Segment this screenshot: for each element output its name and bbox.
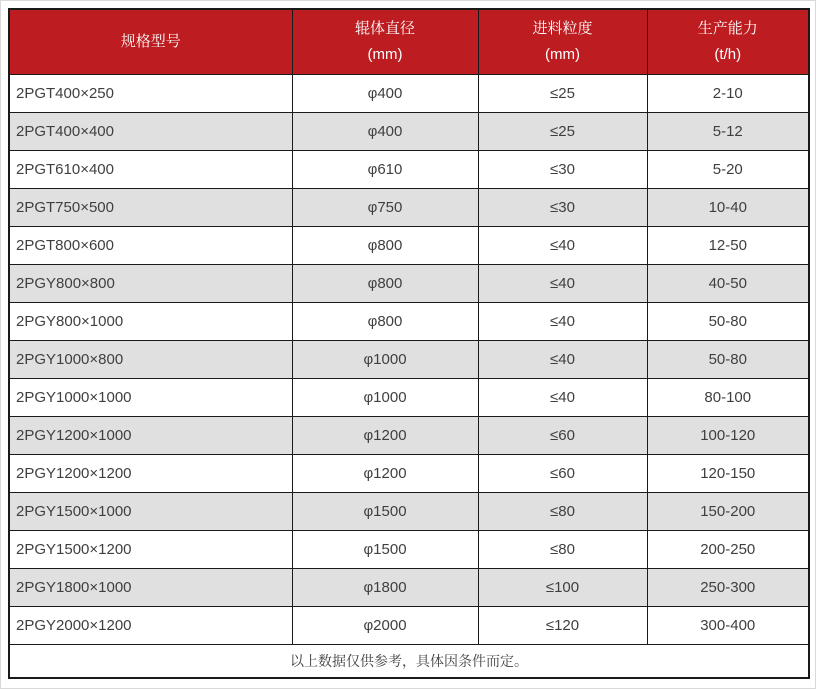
cell-feed-size: ≤60 — [478, 417, 647, 455]
cell-roller-diameter: φ1200 — [292, 417, 478, 455]
cell-feed-size: ≤25 — [478, 75, 647, 113]
cell-roller-diameter: φ400 — [292, 75, 478, 113]
cell-model: 2PGT400×400 — [9, 113, 292, 151]
cell-feed-size: ≤40 — [478, 379, 647, 417]
cell-roller-diameter: φ610 — [292, 151, 478, 189]
cell-roller-diameter: φ1500 — [292, 531, 478, 569]
cell-roller-diameter: φ1000 — [292, 379, 478, 417]
cell-feed-size: ≤80 — [478, 531, 647, 569]
cell-feed-size: ≤60 — [478, 455, 647, 493]
cell-roller-diameter: φ1200 — [292, 455, 478, 493]
cell-capacity: 80-100 — [647, 379, 809, 417]
table-row — [9, 75, 809, 113]
cell-model: 2PGY800×800 — [9, 265, 292, 303]
table-row — [9, 607, 809, 645]
cell-roller-diameter: φ750 — [292, 189, 478, 227]
cell-model: 2PGY800×1000 — [9, 303, 292, 341]
cell-roller-diameter: φ800 — [292, 265, 478, 303]
cell-feed-size: ≤30 — [478, 189, 647, 227]
header-cell-feed-size — [478, 9, 647, 75]
header-roller-diameter-unit: (mm) — [367, 46, 403, 63]
table-row — [9, 227, 809, 265]
cell-capacity: 5-20 — [647, 151, 809, 189]
cell-feed-size: ≤100 — [478, 569, 647, 607]
table-row — [9, 265, 809, 303]
cell-model: 2PGY1200×1000 — [9, 417, 292, 455]
cell-model: 2PGT750×500 — [9, 189, 292, 227]
header-capacity-label: 生产能力 — [697, 20, 758, 37]
cell-capacity: 120-150 — [647, 455, 809, 493]
table-footnote-row — [9, 645, 809, 679]
cell-feed-size: ≤25 — [478, 113, 647, 151]
cell-roller-diameter: φ1000 — [292, 341, 478, 379]
cell-feed-size: ≤40 — [478, 227, 647, 265]
cell-model: 2PGY1200×1200 — [9, 455, 292, 493]
table-footnote: 以上数据仅供参考，具体因条件而定。 — [9, 645, 809, 679]
cell-capacity: 12-50 — [647, 227, 809, 265]
table-body — [9, 75, 809, 645]
spec-table — [8, 8, 810, 679]
cell-feed-size: ≤40 — [478, 303, 647, 341]
cell-roller-diameter: φ1800 — [292, 569, 478, 607]
cell-model: 2PGY1500×1000 — [9, 493, 292, 531]
table-row — [9, 455, 809, 493]
cell-model: 2PGT800×600 — [9, 227, 292, 265]
cell-capacity: 10-40 — [647, 189, 809, 227]
cell-capacity: 200-250 — [647, 531, 809, 569]
table-row — [9, 417, 809, 455]
cell-model: 2PGT400×250 — [9, 75, 292, 113]
header-roller-diameter-label: 辊体直径 — [354, 20, 415, 37]
cell-model: 2PGY1500×1200 — [9, 531, 292, 569]
cell-capacity: 150-200 — [647, 493, 809, 531]
cell-feed-size: ≤40 — [478, 341, 647, 379]
table-footer — [9, 645, 809, 679]
cell-roller-diameter: φ2000 — [292, 607, 478, 645]
table-row — [9, 341, 809, 379]
cell-roller-diameter: φ1500 — [292, 493, 478, 531]
header-feed-size-unit: (mm) — [545, 46, 580, 63]
table-row — [9, 493, 809, 531]
header-model-label: 规格型号 — [120, 33, 181, 50]
table-header-row — [9, 9, 809, 75]
table-row — [9, 531, 809, 569]
cell-feed-size: ≤120 — [478, 607, 647, 645]
header-cell-model — [9, 9, 292, 75]
cell-capacity: 40-50 — [647, 265, 809, 303]
table-row — [9, 569, 809, 607]
cell-capacity: 300-400 — [647, 607, 809, 645]
cell-capacity: 50-80 — [647, 303, 809, 341]
cell-roller-diameter: φ400 — [292, 113, 478, 151]
cell-model: 2PGY1000×1000 — [9, 379, 292, 417]
cell-capacity: 2-10 — [647, 75, 809, 113]
cell-capacity: 250-300 — [647, 569, 809, 607]
cell-capacity: 50-80 — [647, 341, 809, 379]
cell-model: 2PGY1800×1000 — [9, 569, 292, 607]
cell-feed-size: ≤40 — [478, 265, 647, 303]
header-capacity-unit: (t/h) — [714, 46, 742, 63]
cell-model: 2PGY2000×1200 — [9, 607, 292, 645]
cell-capacity: 100-120 — [647, 417, 809, 455]
table-row — [9, 379, 809, 417]
table-row — [9, 303, 809, 341]
header-feed-size-label: 进料粒度 — [532, 20, 593, 37]
cell-roller-diameter: φ800 — [292, 303, 478, 341]
cell-capacity: 5-12 — [647, 113, 809, 151]
table-row — [9, 189, 809, 227]
table-header — [9, 9, 809, 75]
cell-feed-size: ≤80 — [478, 493, 647, 531]
table-row — [9, 151, 809, 189]
table-row — [9, 113, 809, 151]
cell-model: 2PGT610×400 — [9, 151, 292, 189]
header-cell-roller-diameter — [292, 9, 478, 75]
cell-model: 2PGY1000×800 — [9, 341, 292, 379]
header-cell-capacity — [647, 9, 809, 75]
cell-roller-diameter: φ800 — [292, 227, 478, 265]
cell-feed-size: ≤30 — [478, 151, 647, 189]
